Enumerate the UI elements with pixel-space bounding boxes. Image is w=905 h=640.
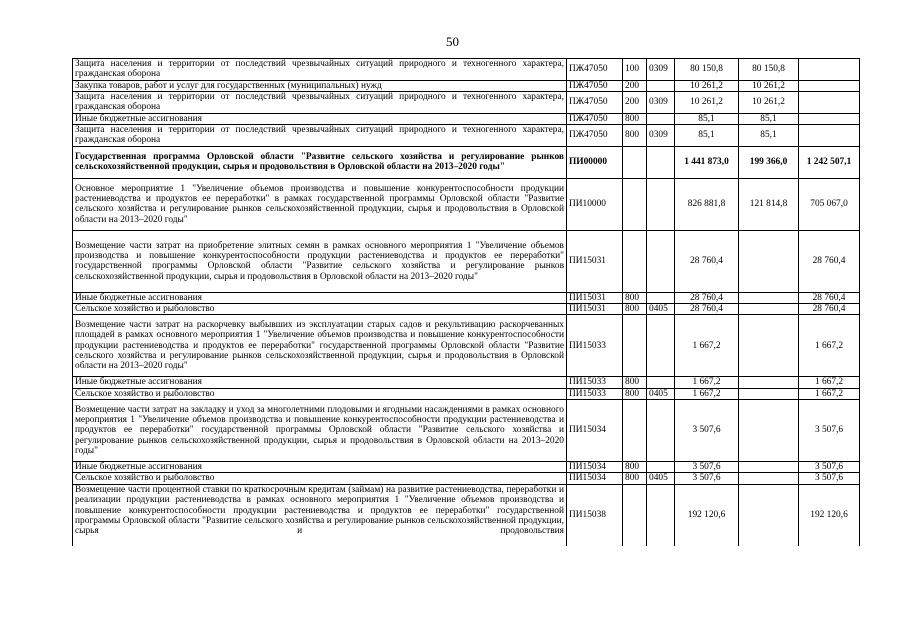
amount-column-3: 28 760,4 — [799, 230, 860, 292]
section-code — [647, 315, 675, 377]
amount-column-2: 85,1 — [739, 113, 799, 124]
amount-total: 10 261,2 — [675, 80, 739, 91]
amount-total: 1 667,2 — [675, 377, 739, 388]
amount-total: 3 507,6 — [675, 473, 739, 484]
amount-column-3 — [799, 59, 860, 81]
amount-column-2 — [739, 400, 799, 462]
table-row — [73, 59, 860, 81]
amount-column-3: 28 760,4 — [799, 304, 860, 315]
amount-column-3 — [799, 80, 860, 91]
amount-column-2 — [739, 315, 799, 377]
expense-type-code — [623, 484, 647, 546]
amount-column-3: 3 507,6 — [799, 462, 860, 473]
amount-column-2: 10 261,2 — [739, 92, 799, 114]
expense-type-code: 800 — [623, 462, 647, 473]
amount-total: 85,1 — [675, 113, 739, 124]
table-row — [73, 113, 860, 124]
table-row — [73, 473, 860, 484]
section-code: 0405 — [647, 473, 675, 484]
expense-type-code: 800 — [623, 292, 647, 303]
amount-column-3: 705 067,0 — [799, 178, 860, 230]
amount-total: 28 760,4 — [675, 292, 739, 303]
amount-column-2: 199 366,0 — [739, 146, 799, 178]
amount-column-3: 3 507,6 — [799, 473, 860, 484]
row-description: Иные бюджетные ассигнования — [73, 113, 567, 124]
expense-type-code: 800 — [623, 304, 647, 315]
target-article-code: ПИ00000 — [567, 146, 623, 178]
amount-total: 28 760,4 — [675, 304, 739, 315]
row-description: Возмещение части затрат на закладку и уход за многолетними плодовыми и ягодными насаждениями в рамках основного мероприятия 1 "Увеличение объемов производства и повышение конкурентоспособности продукции растениеводства и продуктов ее переработки" государственной программы Орловской области "Развитие сельского хозяйства и регулирование рынков сельскохозяйственной продукции, сырья и продовольствия в Орловской области на 2013–2020 годы" — [73, 400, 567, 462]
target-article-code: ПИ15034 — [567, 462, 623, 473]
table-row — [73, 484, 860, 546]
expense-type-code — [623, 315, 647, 377]
row-description: Сельское хозяйство и рыболовство — [73, 473, 567, 484]
amount-column-3: 192 120,6 — [799, 484, 860, 546]
amount-column-3: 28 760,4 — [799, 292, 860, 303]
amount-total: 3 507,6 — [675, 400, 739, 462]
table-row — [73, 388, 860, 399]
expense-type-code — [623, 400, 647, 462]
amount-column-3 — [799, 92, 860, 114]
section-code: 0405 — [647, 304, 675, 315]
amount-column-3: 1 242 507,1 — [799, 146, 860, 178]
amount-column-2: 80 150,8 — [739, 59, 799, 81]
amount-column-2 — [739, 473, 799, 484]
section-code — [647, 292, 675, 303]
amount-total: 80 150,8 — [675, 59, 739, 81]
expense-type-code: 800 — [623, 113, 647, 124]
table-row — [73, 125, 860, 147]
amount-column-2 — [739, 304, 799, 315]
target-article-code: ПЖ47050 — [567, 125, 623, 147]
amount-column-2 — [739, 377, 799, 388]
table-row — [73, 315, 860, 377]
expense-type-code: 200 — [623, 80, 647, 91]
table-row — [73, 304, 860, 315]
target-article-code: ПИ15031 — [567, 292, 623, 303]
section-code — [647, 462, 675, 473]
table-row-program-total — [73, 146, 860, 178]
table-row — [73, 92, 860, 114]
expense-type-code: 200 — [623, 92, 647, 114]
table-row — [73, 400, 860, 462]
section-code: 0309 — [647, 59, 675, 81]
section-code: 0309 — [647, 125, 675, 147]
row-description: Государственная программа Орловской области "Развитие сельского хозяйства и регулирование рынков сельскохозяйственной продукции, сырья и продовольствия в Орловской области на 2013–2020 годы" — [73, 146, 567, 178]
amount-column-3: 3 507,6 — [799, 400, 860, 462]
amount-column-2 — [739, 484, 799, 546]
amount-column-3: 1 667,2 — [799, 377, 860, 388]
page-number: 50 — [446, 34, 459, 49]
section-code: 0405 — [647, 388, 675, 399]
row-description: Иные бюджетные ассигнования — [73, 377, 567, 388]
row-description: Возмещение части затрат на раскорчевку выбывших из эксплуатации старых садов и рекультивацию раскорчеванных площадей в рамках основного мероприятия 1 "Увеличение объемов производства и повышение конкурентоспособности продукции растениеводства и продуктов ее переработки" государственной программы Орловской области "Развитие сельского хозяйства и регулирование рынков сельскохозяйственной продукции, сырья и продовольствия в Орловской области на 2013–2020 годы" — [73, 315, 567, 377]
amount-column-3 — [799, 113, 860, 124]
expense-type-code — [623, 178, 647, 230]
target-article-code: ПИ15031 — [567, 230, 623, 292]
table-row — [73, 377, 860, 388]
table-row — [73, 230, 860, 292]
row-description: Возмещение части затрат на приобретение элитных семян в рамках основного мероприятия 1 "Увеличение объемов производства и повышение конкурентоспособности продукции растениеводства и продуктов ее переработки" государственной программы Орловской области "Развитие сельского хозяйства и регулирование рынков сельскохозяйственной продукции, сырья и продовольствия в Орловской области на 2013–2020 годы" — [73, 230, 567, 292]
target-article-code: ПИ10000 — [567, 178, 623, 230]
target-article-code: ПИ15034 — [567, 400, 623, 462]
target-article-code: ПИ15034 — [567, 473, 623, 484]
amount-column-2 — [739, 388, 799, 399]
expense-type-code: 100 — [623, 59, 647, 81]
expense-type-code: 800 — [623, 473, 647, 484]
target-article-code: ПИ15033 — [567, 315, 623, 377]
amount-total: 85,1 — [675, 125, 739, 147]
expense-type-code: 800 — [623, 388, 647, 399]
amount-total: 28 760,4 — [675, 230, 739, 292]
target-article-code: ПИ15033 — [567, 388, 623, 399]
amount-total: 10 261,2 — [675, 92, 739, 114]
section-code: 0309 — [647, 92, 675, 114]
target-article-code: ПЖ47050 — [567, 113, 623, 124]
row-description: Иные бюджетные ассигнования — [73, 462, 567, 473]
row-description: Возмещение части процентной ставки по краткосрочным кредитам (займам) на развитие растениеводства, переработки и реализации продукции растениеводства в рамках основного мероприятия 1 "Увеличение объемов производства и повышение конкурентоспособности продукции растениеводства и продуктов ее переработки" государственной программы Орловской области "Развитие сельского хозяйства и регулирование рынков сельскохозяйственной продукции, сырья и продовольствия — [73, 484, 567, 546]
amount-column-2 — [739, 230, 799, 292]
expense-type-code: 800 — [623, 125, 647, 147]
amount-total: 826 881,8 — [675, 178, 739, 230]
amount-total: 1 667,2 — [675, 388, 739, 399]
target-article-code: ПЖ47050 — [567, 80, 623, 91]
target-article-code: ПИ15031 — [567, 304, 623, 315]
row-description: Закупка товаров, работ и услуг для государственных (муниципальных) нужд — [73, 80, 567, 91]
amount-column-2: 10 261,2 — [739, 80, 799, 91]
target-article-code: ПИ15038 — [567, 484, 623, 546]
row-description: Защита населения и территории от последствий чрезвычайных ситуаций природного и техногенного характера, гражданская оборона — [73, 125, 567, 147]
section-code — [647, 146, 675, 178]
section-code — [647, 178, 675, 230]
budget-table — [72, 58, 860, 546]
amount-column-3: 1 667,2 — [799, 388, 860, 399]
target-article-code: ПЖ47050 — [567, 59, 623, 81]
row-description: Защита населения и территории от последствий чрезвычайных ситуаций природного и техногенного характера, гражданская оборона — [73, 92, 567, 114]
section-code — [647, 484, 675, 546]
target-article-code: ПЖ47050 — [567, 92, 623, 114]
section-code — [647, 113, 675, 124]
expense-type-code — [623, 230, 647, 292]
amount-column-2 — [739, 292, 799, 303]
table-row — [73, 178, 860, 230]
amount-column-2 — [739, 462, 799, 473]
row-description: Сельское хозяйство и рыболовство — [73, 388, 567, 399]
section-code — [647, 80, 675, 91]
amount-total: 1 667,2 — [675, 315, 739, 377]
amount-column-3 — [799, 125, 860, 147]
row-description: Защита населения и территории от последствий чрезвычайных ситуаций природного и техногенного характера, гражданская оборона — [73, 59, 567, 81]
amount-column-2: 85,1 — [739, 125, 799, 147]
table-row — [73, 462, 860, 473]
amount-column-2: 121 814,8 — [739, 178, 799, 230]
amount-total: 3 507,6 — [675, 462, 739, 473]
amount-total: 1 441 873,0 — [675, 146, 739, 178]
section-code — [647, 377, 675, 388]
row-description: Основное мероприятие 1 "Увеличение объемов производства и повышение конкурентоспособности продукции растениеводства и продуктов ее переработки" в рамках государственной программы Орловской области "Развитие сельского хозяйства и регулирование рынков сельскохозяйственной продукции, сырья и продовольствия в Орловской области на 2013–2020 годы" — [73, 178, 567, 230]
amount-column-3: 1 667,2 — [799, 315, 860, 377]
expense-type-code — [623, 146, 647, 178]
section-code — [647, 230, 675, 292]
expense-type-code: 800 — [623, 377, 647, 388]
section-code — [647, 400, 675, 462]
target-article-code: ПИ15033 — [567, 377, 623, 388]
table-row — [73, 80, 860, 91]
amount-total: 192 120,6 — [675, 484, 739, 546]
table-row — [73, 292, 860, 303]
row-description: Сельское хозяйство и рыболовство — [73, 304, 567, 315]
row-description: Иные бюджетные ассигнования — [73, 292, 567, 303]
